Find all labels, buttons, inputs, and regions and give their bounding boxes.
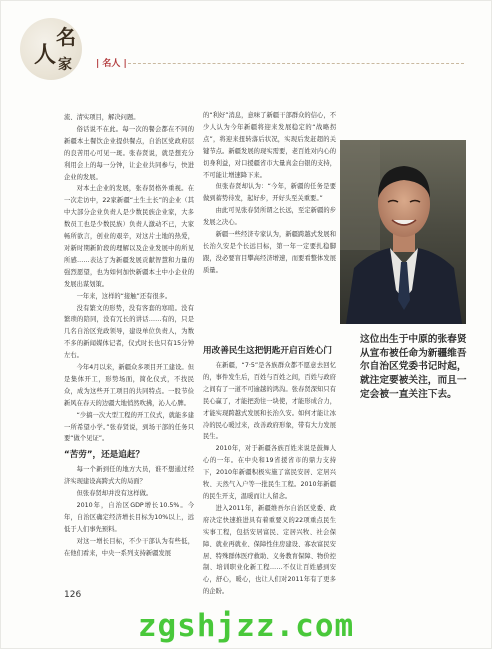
page-number: 126 — [64, 590, 82, 600]
paragraph: 的“利好”消息，意味了新疆干部群众的信心，不少人认为今年新疆将迎来发展稳定的“战略拐点”，将迎来扭转落后状况，实现后发赶超的关键节点。新疆发展的现实需要，老百姓对内心的切身利益，对口援疆省市大量真金白银的支持，不可能让增速降下来。 — [203, 112, 336, 179]
site-watermark: zgshjzz.com — [137, 608, 355, 644]
section-tag: | 名人 | — [96, 59, 127, 69]
paragraph: 新疆一些经济专家认为，新疆跨越式发展和长治久安是个长远目标，第一年一定要扎稳脚跟，没必要盲目攀高经济增速，而要看整体发展质量。 — [203, 231, 336, 274]
paragraph: 每一个新到任的地方大员，谁不想通过经济实现建设高跨式大的局面？ — [64, 466, 194, 486]
paragraph: 由此可见张春贤所谓之长远，至定新疆的步发展之决心。 — [203, 207, 336, 227]
paragraph: 今年4月以来，新疆众多项目开工建设。但是集体开工，形势场面，简化仪式，不找民众，成为这些开工项目的共同特点。一股节俭新风在春天的边疆大地悄然吹拂，沁人心脾。 — [64, 364, 194, 407]
paragraph: 对本土企业的发展，张春贤格外重视。在一次走访中，22家新疆“土生土长”的企业（其中大部分企业负责人是少数民族企业家，大多数员工也是少数民族）负责人激动不已，大家畅所欲言，创业的艰辛，对这片土地的热爱，对新时期新阶段的理解以及企业发展中的所见所感……表达了为新疆发展贡献智慧和力量的强烈愿望，也为如何加快新疆本土中小企业的发展出谋划策。 — [64, 185, 194, 288]
portrait-illustration — [340, 140, 466, 324]
section-heading: 用改善民生这把钥匙开启百姓心门 — [203, 346, 332, 356]
paragraph: 2010年，自治区GDP增长10.5%。今年，自治区确定经济增长目标为10%以上，远低于人们事先预料。 — [64, 502, 194, 533]
paragraph: “少搞一次大型工程的开工仪式，就能多建一所希望小学。”张春贤说，到场干部的任务只要“做个见证”。 — [64, 411, 194, 443]
paragraph: 在新疆，“7·5”是各族群众都不愿意去回忆的，事件发生后，百姓与百姓之间，百姓与政府之间有了一道不可逾越的鸿沟。张春贤深知只有民心赢了，才能把劲往一块使，才能形成合力，才能实现跨越式发展和长治久安。如何才能让冰冷的民心暖过来，改善政府形象，带有大力发展民生。 — [203, 362, 336, 441]
paragraph: 但张春贤却并没有这样做。 — [76, 490, 153, 498]
masthead-char-1: 名 — [56, 25, 76, 49]
header-divider — [128, 63, 464, 64]
article-column-left — [64, 112, 194, 560]
portrait-photo — [340, 140, 466, 324]
section-heading: “苦劳”，还是追赶？ — [64, 450, 145, 461]
paragraph: 没有繁文的形势，没有客套的寒暄。没有繁琐的陪同，没有冗长的讲话……有的，只是几名自治区党政领导，建设单位负责人，为数不多的新闻媒体记者，仪式时长也只有15分钟左右。 — [64, 304, 194, 360]
article-column-middle-lower — [203, 339, 336, 598]
paragraph: 2010年，对于新疆各族百姓来说是鼓舞人心的一年。在中央和19省援省市的鼎力支持下，2010年新疆积极实施了富民安居、定居兴牧、天然气入户等一批民生工程。2010年新疆的民生开支，温暖而让人留念。 — [203, 445, 336, 500]
masthead-char-2: 人 — [34, 42, 57, 68]
masthead-title — [34, 26, 84, 76]
article-column-middle-upper — [203, 110, 336, 277]
paragraph: 进入2011年，新疆维吾尔自治区党委、政府决定快速推进具有着重要义的22项重点民生实事工程，包括安居富民、定居兴牧、社会保障、就业再就业、保障性住房建设、寡农富民安居、特殊群体医疗救助、义务教育保障、物价控制、培训职业化新工程……不仅让百姓感到安心，舒心，暖心，也让人们对2011年有了更多的企盼。 — [203, 504, 336, 596]
paragraph: 对这一增长目标，不少干部认为有些低，在他们看来，中央一系列支持新疆发展 — [64, 537, 194, 557]
paragraph: 流、清实项目，解决问题。 — [64, 114, 140, 121]
paragraph: 俗话说不在此。每一次的餐会都在不同的新疆本土餐饮企业提供餐点，自治区党政府层的良苦用心可见一斑。张春贤说，就是想充分利用会上的每一分钟，让企业共同参与，快进企业的发展。 — [64, 125, 194, 181]
photo-caption: 这位出生于中原的张春贤从宣布被任命为新疆维吾尔自治区党委书记时起，就注定要被关注，而且一定会被一直关注下去。 — [360, 334, 467, 400]
masthead-char-3: 家 — [58, 57, 72, 73]
paragraph: 一年来，这样的“接触”还有很多。 — [76, 292, 172, 300]
paragraph: 但张春贤却认为：“今年，新疆的任务是要做到蓄势待发，起好步，开好头至关重要。” — [203, 183, 336, 203]
